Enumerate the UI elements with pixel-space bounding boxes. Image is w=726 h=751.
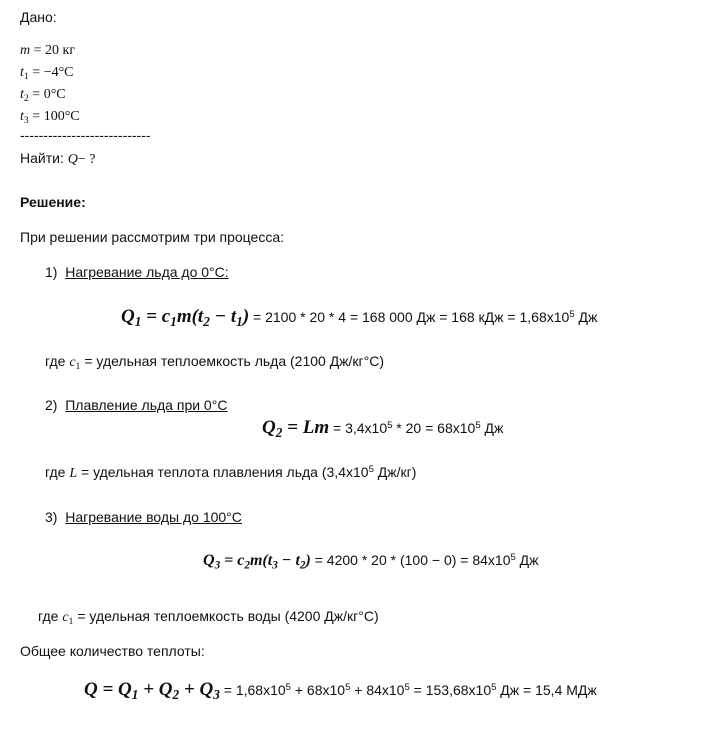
total-label: Общее количество теплоты: <box>20 643 205 659</box>
step3-heading-line <box>45 508 242 526</box>
total-rhs-b: + 68x10 <box>290 682 346 698</box>
total-e3: 5 <box>404 681 410 693</box>
step2-formula-unit: Дж <box>480 420 504 436</box>
step2-formula-exp1: 5 <box>387 419 393 431</box>
step2-note-text-b: Дж/кг) <box>373 464 417 480</box>
solution-title: Решение: <box>20 194 86 210</box>
step3-note-prefix: где <box>38 608 63 624</box>
step3-formula-rhs: = 4200 * 20 * (100 − 0) = 84x10 <box>310 552 511 568</box>
step3-note-text: = удельная теплоемкость воды (4200 Дж/кг°C) <box>73 608 379 624</box>
step2-note-text-a: = удельная теплота плавления льда (3,4x10 <box>77 464 369 480</box>
given-t1-sub: 1 <box>23 70 29 82</box>
step3-formula-unit: Дж <box>515 552 539 568</box>
step1-note-prefix: где <box>45 353 70 369</box>
step2-note <box>45 463 416 483</box>
step2-heading: Плавление льда при 0°C <box>65 397 228 413</box>
step1-formula-lhs: $Q_1 = c_1m(t_2 - t_1)$ <box>121 306 250 329</box>
total-e1: 5 <box>285 681 291 693</box>
given-title: Дано: <box>20 9 57 25</box>
step1-note-text: = удельная теплоемкость льда (2100 Дж/кг°C) <box>80 353 385 369</box>
step1-note-sub: 1 <box>75 360 81 372</box>
given-t1-value: = −4°C <box>28 65 74 80</box>
step1-formula-exp: 5 <box>569 308 575 320</box>
step1-heading-line <box>45 263 229 281</box>
total-rhs-c: + 84x10 <box>350 682 405 698</box>
total-formula <box>84 678 597 702</box>
step2-note-symbol: L <box>69 466 78 481</box>
step1-note <box>45 352 384 372</box>
total-e4: 5 <box>491 681 497 693</box>
step1-formula-rhs: = 2100 * 20 * 4 = 168 000 Дж = 168 кДж = 1,68x10 <box>249 309 570 325</box>
step2-number: 2) <box>45 397 58 413</box>
given-t2-sub: 2 <box>23 92 29 104</box>
step2-formula-exp2: 5 <box>475 419 481 431</box>
step2-formula-rhs-a: = 3,4x10 <box>329 420 388 436</box>
step2-formula-lhs: $Q_2 = Lm$ <box>262 417 330 440</box>
total-e2: 5 <box>345 681 351 693</box>
step2-formula <box>262 416 503 440</box>
given-separator: ---------------------------- <box>20 127 151 143</box>
step3-note-symbol: c <box>62 610 69 625</box>
step3-heading: Нагревание воды до 100°C <box>65 509 242 525</box>
given-t1-symbol: t <box>20 65 24 80</box>
total-rhs-d: = 153,68x10 <box>409 682 492 698</box>
given-t2-symbol: t <box>20 87 24 102</box>
step2-note-prefix: где <box>45 464 70 480</box>
step1-formula-unit: Дж <box>574 309 598 325</box>
given-mass-value: = 20 кг <box>30 43 76 58</box>
total-rhs-e: Дж = 15,4 МДж <box>496 682 597 698</box>
step2-formula-rhs-b: * 20 = 68x10 <box>392 420 476 436</box>
step2-heading-line <box>45 396 227 414</box>
step1-heading: Нагревание льда до 0°C: <box>65 264 229 280</box>
total-rhs-a: = 1,68x10 <box>219 682 286 698</box>
total-formula-lhs: $Q = Q_1 + Q_2 + Q_3$ <box>84 679 220 702</box>
given-t1 <box>20 62 74 82</box>
given-t3-sub: 3 <box>23 114 29 126</box>
given-t2 <box>20 84 66 104</box>
find-label: Найти: <box>20 150 68 166</box>
step3-note <box>38 607 379 627</box>
given-t2-value: = 0°C <box>28 87 66 102</box>
solution-intro: При решении рассмотрим три процесса: <box>20 229 285 245</box>
step2-note-exp: 5 <box>368 463 374 475</box>
given-t3-value: = 100°C <box>28 109 80 124</box>
find-line <box>20 149 95 169</box>
given-mass <box>20 40 75 60</box>
step3-formula-lhs: $Q_3 = c_2m(t_3 - t_2)$ <box>203 552 311 572</box>
given-t3 <box>20 106 80 126</box>
step1-note-symbol: c <box>69 355 76 370</box>
given-mass-symbol: m <box>20 43 31 58</box>
find-rest: − ? <box>77 152 96 167</box>
step3-formula-exp: 5 <box>510 551 516 563</box>
step1-formula <box>121 305 597 329</box>
given-t3-symbol: t <box>20 109 24 124</box>
find-symbol: Q <box>67 152 78 167</box>
step3-formula <box>203 548 539 573</box>
step3-number: 3) <box>45 509 58 525</box>
step3-note-sub: 1 <box>68 615 74 627</box>
step1-number: 1) <box>45 264 58 280</box>
